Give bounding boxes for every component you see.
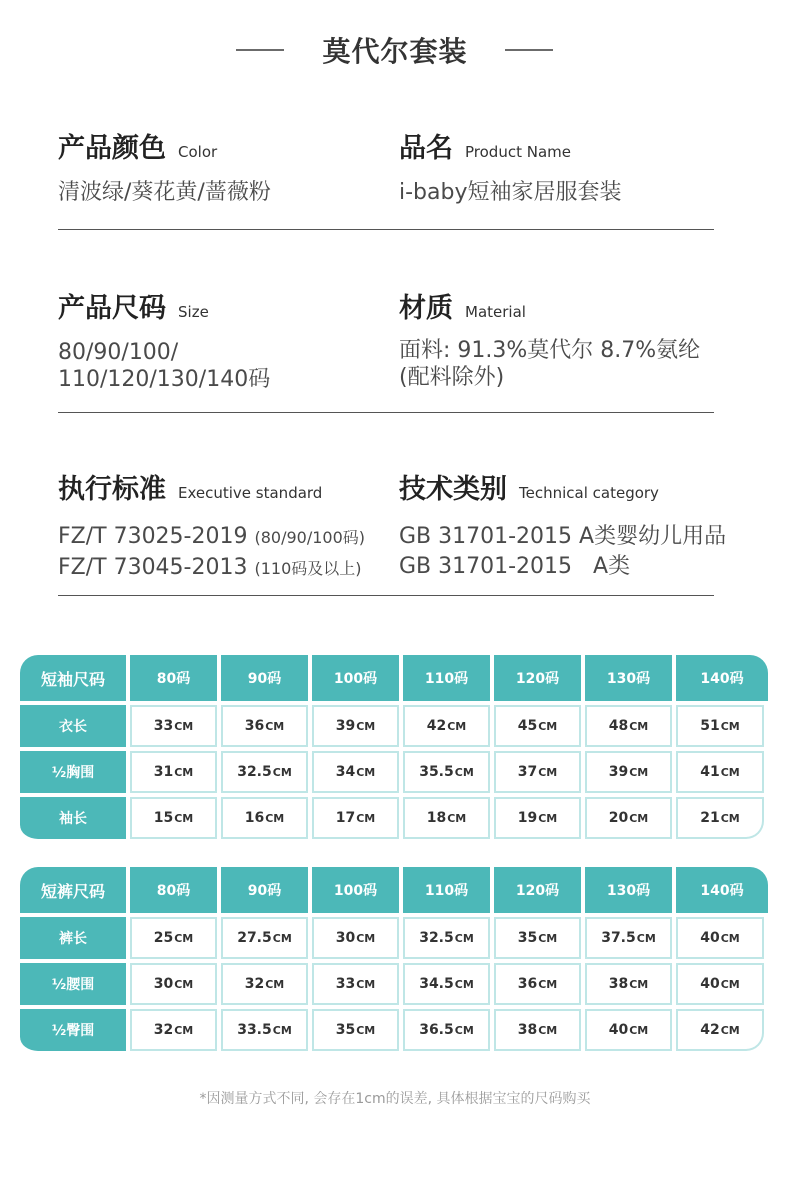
size-value-line2: 110/120/130/140码 [58, 367, 271, 392]
measurement-value: 37 [517, 764, 538, 780]
table-header-cell: 90码 [221, 655, 312, 705]
row-label: 袖长 [20, 797, 130, 843]
standard-field [58, 467, 365, 584]
measurement-value: 32.5 [419, 930, 454, 946]
table-header-cell: 120码 [494, 867, 585, 917]
title-right-divider [505, 49, 553, 51]
color-field [58, 126, 271, 206]
measurement-cell [221, 751, 312, 797]
color-label: 产品颜色 [58, 133, 166, 164]
measurement-unit: CM [356, 812, 376, 825]
measurement-cell [494, 1009, 585, 1055]
color-label-en: Color [178, 143, 218, 161]
measurement-cell [585, 705, 676, 751]
table-header-cell: 120码 [494, 655, 585, 705]
measurement-unit: CM [538, 978, 558, 991]
measurement-value: 31 [153, 764, 174, 780]
size-label-en: Size [178, 303, 209, 321]
measurement-cell [403, 917, 494, 963]
measurement-cell [403, 751, 494, 797]
product-name-label: 品名 [399, 133, 453, 164]
measurement-value: 33 [153, 718, 174, 734]
measurement-cell [130, 963, 221, 1009]
measurement-cell [130, 917, 221, 963]
measurement-unit: CM [272, 932, 292, 945]
standard-line1: FZ/T 73025-2019 [58, 524, 248, 549]
measurement-unit: CM [447, 812, 467, 825]
product-name-label-en: Product Name [465, 143, 571, 161]
measurement-cell [494, 705, 585, 751]
size-field [58, 286, 270, 393]
color-value: 清波绿/葵花黄/蔷薇粉 [58, 180, 271, 205]
divider [58, 595, 714, 596]
measurement-value: 39 [335, 718, 356, 734]
measurement-cell [130, 751, 221, 797]
measurement-value: 42 [700, 1022, 720, 1038]
measurement-cell [494, 797, 585, 843]
measurement-value: 16 [244, 810, 265, 826]
table-header-cell: 80码 [130, 867, 221, 917]
measurement-unit: CM [454, 978, 474, 991]
row-label: 裤长 [20, 917, 130, 963]
measurement-value: 38 [608, 976, 629, 992]
table-row [20, 1009, 768, 1055]
material-value-line1: 面料: 91.3%莫代尔 8.7%氨纶 [399, 338, 701, 363]
measurement-unit: CM [174, 1024, 194, 1037]
table-header-cell: 130码 [585, 867, 676, 917]
measurement-unit: CM [272, 766, 292, 779]
measurement-value: 27.5 [237, 930, 272, 946]
measurement-cell [585, 797, 676, 843]
measurement-value: 20 [608, 810, 629, 826]
measurement-unit: CM [356, 932, 376, 945]
measurement-unit: CM [629, 720, 649, 733]
measurement-unit: CM [356, 1024, 376, 1037]
measurement-cell [221, 1009, 312, 1055]
measurement-unit: CM [720, 1024, 740, 1037]
measurement-cell [312, 963, 403, 1009]
product-name-value: i-baby短袖家居服套装 [399, 180, 622, 205]
standard-label: 执行标准 [58, 474, 166, 505]
measurement-unit: CM [174, 812, 194, 825]
measurement-cell [494, 751, 585, 797]
measurement-value: 32.5 [237, 764, 272, 780]
measurement-cell [585, 917, 676, 963]
measurement-value: 42 [426, 718, 447, 734]
category-label: 技术类别 [399, 474, 507, 505]
measurement-unit: CM [265, 978, 285, 991]
measurement-value: 36 [517, 976, 538, 992]
measurement-unit: CM [356, 720, 376, 733]
divider [58, 412, 714, 413]
measurement-cell [676, 1009, 768, 1055]
measurement-unit: CM [356, 766, 376, 779]
measurement-cell [221, 705, 312, 751]
measurement-cell [676, 797, 768, 843]
measurement-value: 33.5 [237, 1022, 272, 1038]
standard-label-en: Executive standard [178, 484, 323, 502]
row-label: 衣长 [20, 705, 130, 751]
size-label: 产品尺码 [58, 293, 166, 324]
measurement-value: 19 [517, 810, 538, 826]
divider [58, 229, 714, 230]
page-title: 莫代尔套装 [322, 35, 468, 68]
measurement-value: 17 [335, 810, 356, 826]
measurement-unit: CM [629, 812, 649, 825]
table-row [20, 751, 768, 797]
measurement-unit: CM [629, 978, 649, 991]
measurement-value: 33 [335, 976, 356, 992]
measurement-cell [585, 1009, 676, 1055]
product-name-field [399, 126, 621, 206]
measurement-value: 34 [335, 764, 356, 780]
measurement-unit: CM [174, 978, 194, 991]
measurement-value: 30 [335, 930, 356, 946]
measurement-unit: CM [356, 978, 376, 991]
measurement-cell [221, 917, 312, 963]
measurement-unit: CM [538, 1024, 558, 1037]
measurement-cell [676, 963, 768, 1009]
measurement-unit: CM [720, 978, 740, 991]
measurement-value: 48 [608, 718, 629, 734]
table-header-cell: 短袖尺码 [20, 655, 130, 705]
measurement-value: 32 [153, 1022, 174, 1038]
measurement-value: 25 [153, 930, 174, 946]
measurement-value: 18 [426, 810, 447, 826]
measurement-cell [312, 1009, 403, 1055]
measurement-cell [676, 705, 768, 751]
measurement-cell [312, 705, 403, 751]
row-label: ½腰围 [20, 963, 130, 1009]
measurement-value: 41 [700, 764, 720, 780]
material-value-line2: (配料除外) [399, 365, 505, 390]
measurement-cell [494, 963, 585, 1009]
measurement-unit: CM [720, 720, 740, 733]
section-title-block [0, 28, 790, 72]
measurement-value: 40 [700, 930, 720, 946]
category-line2: GB 31701-2015 A类 [399, 554, 631, 579]
table-header-cell: 110码 [403, 867, 494, 917]
measurement-unit: CM [538, 720, 558, 733]
table-header-cell: 100码 [312, 655, 403, 705]
measurement-unit: CM [720, 932, 740, 945]
table-header-row [20, 867, 768, 917]
measurement-cell [585, 963, 676, 1009]
measurement-cell [403, 963, 494, 1009]
measurement-cell [312, 797, 403, 843]
measurement-unit: CM [636, 932, 656, 945]
measurement-value: 40 [700, 976, 720, 992]
table-header-cell: 140码 [676, 655, 768, 705]
table-header-cell: 110码 [403, 655, 494, 705]
measurement-unit: CM [447, 720, 467, 733]
measurement-unit: CM [538, 932, 558, 945]
measurement-unit: CM [265, 720, 285, 733]
material-label-en: Material [465, 303, 526, 321]
measurement-value: 39 [608, 764, 629, 780]
measurement-unit: CM [174, 720, 194, 733]
measurement-value: 36.5 [419, 1022, 454, 1038]
measurement-unit: CM [720, 766, 740, 779]
measurement-unit: CM [629, 766, 649, 779]
measurement-cell [221, 797, 312, 843]
measurement-unit: CM [174, 932, 194, 945]
measurement-value: 15 [153, 810, 174, 826]
standard-line1-note: (80/90/100码) [254, 528, 366, 547]
shirt-size-table [20, 655, 768, 843]
measurement-cell [312, 751, 403, 797]
measurement-value: 36 [244, 718, 265, 734]
measurement-value: 35 [517, 930, 538, 946]
measurement-cell [494, 917, 585, 963]
measurement-unit: CM [629, 1024, 649, 1037]
measurement-unit: CM [454, 766, 474, 779]
shorts-size-table [20, 867, 768, 1055]
measurement-cell [403, 705, 494, 751]
measurement-unit: CM [265, 812, 285, 825]
measurement-cell [312, 917, 403, 963]
measurement-cell [130, 1009, 221, 1055]
table-row [20, 797, 768, 843]
table-header-cell: 100码 [312, 867, 403, 917]
measurement-value: 51 [700, 718, 720, 734]
measurement-value: 40 [608, 1022, 629, 1038]
measurement-cell [585, 751, 676, 797]
table-header-cell: 90码 [221, 867, 312, 917]
measurement-value: 38 [517, 1022, 538, 1038]
measurement-value: 32 [244, 976, 265, 992]
table-row [20, 917, 768, 963]
measurement-value: 34.5 [419, 976, 454, 992]
standard-line2-note: (110码及以上) [254, 559, 362, 578]
table-header-row [20, 655, 768, 705]
measurement-value: 45 [517, 718, 538, 734]
material-label: 材质 [399, 293, 453, 324]
measurement-note: *因测量方式不同, 会存在1cm的误差, 具体根据宝宝的尺码购买 [199, 1091, 591, 1107]
measurement-unit: CM [454, 932, 474, 945]
measurement-value: 30 [153, 976, 174, 992]
table-row [20, 705, 768, 751]
table-row [20, 963, 768, 1009]
measurement-cell [130, 797, 221, 843]
measurement-value: 35.5 [419, 764, 454, 780]
measurement-cell [130, 705, 221, 751]
measurement-cell [676, 917, 768, 963]
standard-line2: FZ/T 73045-2013 [58, 555, 248, 580]
measurement-value: 37.5 [601, 930, 636, 946]
table-header-cell: 130码 [585, 655, 676, 705]
measurement-unit: CM [454, 1024, 474, 1037]
table-header-cell: 80码 [130, 655, 221, 705]
measurement-unit: CM [720, 812, 740, 825]
measurement-unit: CM [272, 1024, 292, 1037]
measurement-cell [403, 1009, 494, 1055]
category-field [399, 467, 726, 582]
category-line1: GB 31701-2015 A类婴幼儿用品 [399, 524, 727, 549]
size-value-line1: 80/90/100/ [58, 340, 179, 365]
material-field [399, 286, 700, 391]
measurement-cell [403, 797, 494, 843]
table-header-cell: 140码 [676, 867, 768, 917]
table-header-cell: 短裤尺码 [20, 867, 130, 917]
measurement-value: 21 [700, 810, 720, 826]
row-label: ½胸围 [20, 751, 130, 797]
measurement-cell [221, 963, 312, 1009]
measurement-unit: CM [538, 766, 558, 779]
row-label: ½臀围 [20, 1009, 130, 1055]
measurement-cell [676, 751, 768, 797]
measurement-unit: CM [174, 766, 194, 779]
measurement-unit: CM [538, 812, 558, 825]
measurement-value: 35 [335, 1022, 356, 1038]
category-label-en: Technical category [519, 484, 659, 502]
